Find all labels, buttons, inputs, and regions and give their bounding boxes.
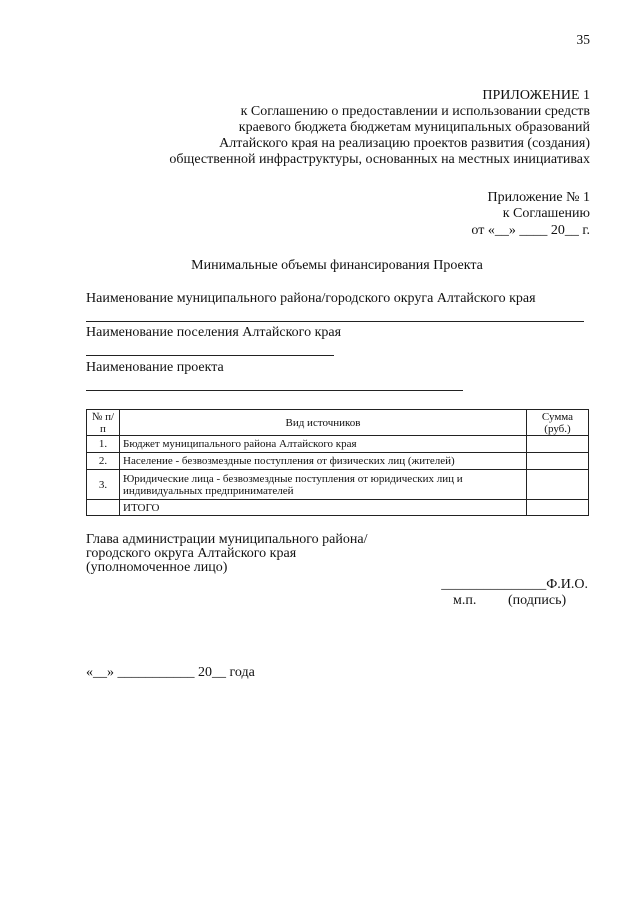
appendix-title: ПРИЛОЖЕНИЕ 1 (482, 88, 590, 103)
row-num: 2. (87, 453, 120, 470)
page-number: 35 (576, 32, 590, 47)
signature-label: (подпись) (508, 593, 567, 608)
table-row (87, 453, 589, 470)
project-blank-line (86, 390, 463, 391)
total-sum (527, 500, 589, 516)
table-header-row (87, 410, 589, 436)
project-label: Наименование проекта (86, 360, 224, 375)
header-num: № п/п (87, 410, 120, 436)
financing-table (86, 409, 589, 516)
signature-fio: _______________Ф.И.О. (441, 577, 588, 592)
district-blank-line (86, 321, 584, 322)
row-sum (527, 453, 589, 470)
appendix-line: Алтайского края на реализацию проектов развития (создания) (219, 136, 590, 151)
signature-line: Глава администрации муниципального района/ (86, 532, 368, 547)
total-label: ИТОГО (120, 500, 527, 516)
row-sum (527, 436, 589, 453)
row-num: 3. (87, 470, 120, 500)
row-num: 1. (87, 436, 120, 453)
signature-line: (уполномоченное лицо) (86, 560, 228, 575)
row-source: Бюджет муниципального района Алтайского края (120, 436, 527, 453)
settlement-label: Наименование поселения Алтайского края (86, 325, 342, 340)
appendix-line: к Соглашению о предоставлении и использовании средств (240, 104, 590, 119)
total-num (87, 500, 120, 516)
header-source: Вид источников (120, 410, 527, 436)
bottom-date: «__» ___________ 20__ года (86, 665, 255, 680)
header-sum: Сумма (руб.) (527, 410, 589, 436)
annex-title: Приложение № 1 (487, 190, 590, 205)
settlement-blank-line (86, 355, 334, 356)
row-source: Юридические лица - безвозмездные поступления от юридических лиц и индивидуальных предпринимателей (120, 470, 527, 500)
appendix-line: краевого бюджета бюджетам муниципальных образований (238, 120, 590, 135)
table-total-row (87, 500, 589, 516)
annex-date: от «__» ____ 20__ г. (471, 223, 590, 238)
district-label: Наименование муниципального района/городского округа Алтайского края (86, 291, 536, 306)
appendix-line: общественной инфраструктуры, основанных на местных инициативах (169, 152, 590, 167)
annex-to: к Соглашению (502, 206, 590, 221)
stamp-place-label: м.п. (453, 593, 477, 608)
row-sum (527, 470, 589, 500)
signature-line: городского округа Алтайского края (86, 546, 297, 561)
table-row (87, 436, 589, 453)
table-row (87, 470, 589, 500)
document-title: Минимальные объемы финансирования Проекта (191, 258, 483, 273)
row-source: Население - безвозмездные поступления от физических лиц (жителей) (120, 453, 527, 470)
